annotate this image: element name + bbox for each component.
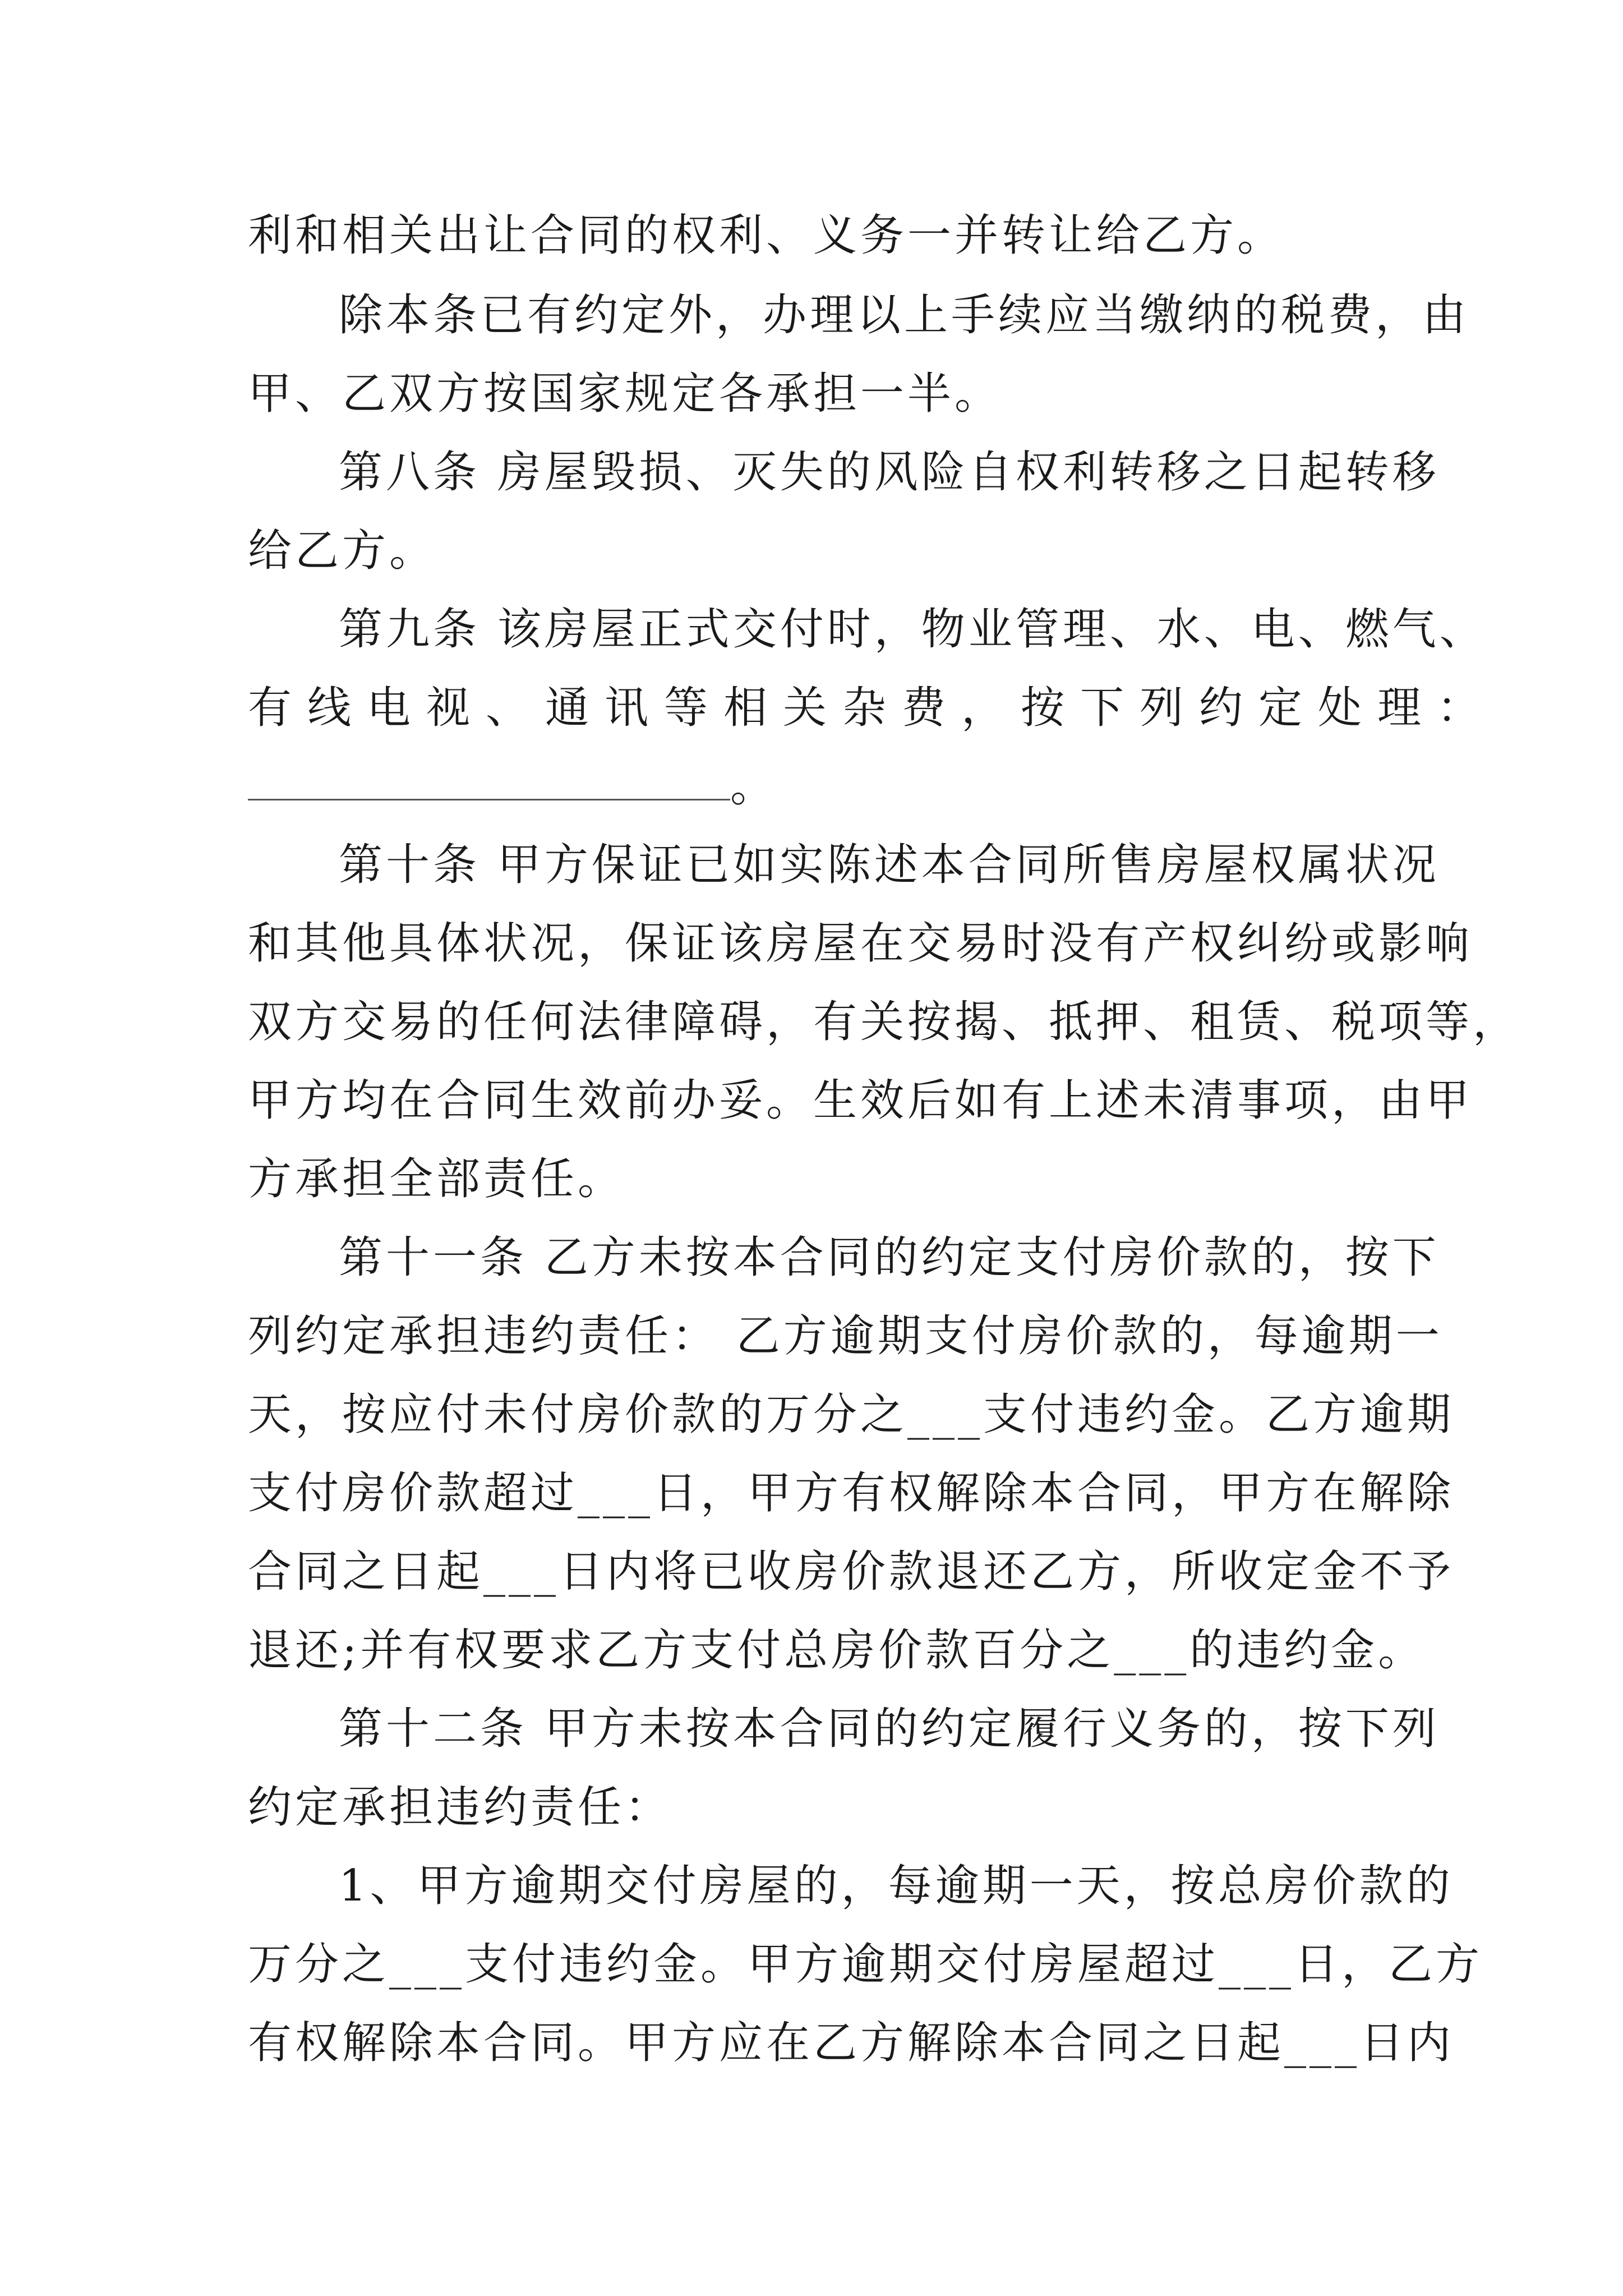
- text-line: 万分之___支付违约金。甲方逾期交付房屋超过___日，乙方: [248, 1939, 1483, 1990]
- text-line: 退还;并有权要求乙方支付总房价款百分之___的违约金。: [248, 1625, 1426, 1676]
- text-line: 除本条已有约定外，办理以上手续应当缴纳的税费，由: [339, 290, 1470, 341]
- text-line: 双方交易的任何法律障碍，有关按揭、抵押、租赁、税项等，: [248, 997, 1520, 1047]
- text-line: 方承担全部责任。: [248, 1154, 625, 1204]
- text-line: 第十条 甲方保证已如实陈述本合同所售房屋权属状况: [339, 840, 1440, 890]
- text-line: 和其他具体状况，保证该房屋在交易时没有产权纠纷或影响: [248, 918, 1473, 969]
- text-line: 支付房价款超过___日，甲方有权解除本合同，甲方在解除: [248, 1468, 1455, 1519]
- text-line: 天，按应付未付房价款的万分之___支付违约金。乙方逾期: [248, 1389, 1455, 1440]
- text-line: 甲方均在合同生效前办妥。生效后如有上述未清事项，由甲: [248, 1075, 1473, 1126]
- text-line: [248, 760, 1398, 813]
- blank-terminator: 。: [730, 761, 778, 812]
- text-line: 第八条 房屋毁损、灭失的风险自权利转移之日起转移: [339, 447, 1440, 498]
- text-line: 有线电视、通讯等相关杂费，按下列约定处理：: [248, 683, 1497, 733]
- text-line: 1、甲方逾期交付房屋的，每逾期一天，按总房价款的: [339, 1861, 1454, 1911]
- text-line: 利和相关出让合同的权利、义务一并转让给乙方。: [248, 210, 1285, 261]
- text-line: 合同之日起___日内将已收房价款退还乙方，所收定金不予: [248, 1547, 1455, 1597]
- fill-in-blank: [248, 760, 730, 800]
- text-line: 列约定承担违约责任： 乙方逾期支付房价款的，每逾期一: [248, 1311, 1443, 1361]
- text-line: 第九条 该房屋正式交付时，物业管理、水、电、燃气、: [339, 604, 1487, 655]
- text-line: 第十二条 甲方未按本合同的约定履行义务的，按下列: [339, 1704, 1440, 1754]
- text-line: 约定承担违约责任：: [248, 1782, 672, 1833]
- text-line: 第十一条 乙方未按本合同的约定支付房价款的，按下: [339, 1232, 1440, 1283]
- text-line: 甲、乙双方按国家规定各承担一半。: [248, 369, 1002, 419]
- text-line: 给乙方。: [248, 526, 437, 576]
- text-line: 有权解除本合同。甲方应在乙方解除本合同之日起___日内: [248, 2018, 1455, 2068]
